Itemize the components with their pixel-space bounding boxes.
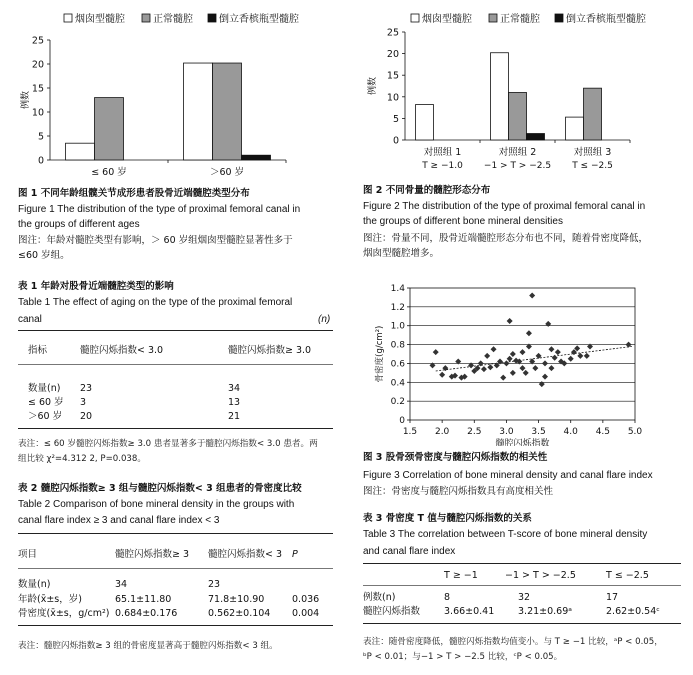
y-tick-label: 5: [37, 131, 44, 143]
table-2-header-3: P: [292, 549, 298, 560]
table-2-cell: 数量(n): [18, 579, 51, 590]
legend-label: 烟囱型髓腔: [75, 14, 125, 25]
x-tick-label: 3.5: [531, 427, 546, 437]
table-2-note: 表注：髓腔闪烁指数≥ 3 组的骨密度显著高于髓腔闪烁指数< 3 组。: [18, 641, 278, 651]
scatter-point: [523, 370, 529, 376]
bar: [566, 117, 584, 140]
table-1-cell: ≤ 60 岁: [28, 397, 64, 408]
x-tick-label: 2.5: [467, 427, 482, 437]
bar: [527, 134, 545, 140]
y-tick-label: 0.4: [390, 378, 405, 389]
table-1-cell: 34: [228, 383, 241, 394]
table-1-title-cn: 表 1 年龄对股骨近端髓腔类型的影响: [18, 281, 174, 292]
x-axis-label: 髓腔闪烁指数: [495, 439, 550, 446]
x-tick-label: 3.0: [499, 427, 514, 437]
y-axis-label: 例数: [368, 76, 378, 96]
figure-1-caption-cn: 图 1 不同年龄组髋关节成形患者股骨近端髓腔类型分布: [18, 188, 250, 199]
table-1-header-1: 髓腔闪烁指数< 3.0: [80, 345, 164, 356]
table-3-title-cn: 表 3 骨密度 T 值与髓腔闪烁指数的关系: [363, 513, 532, 524]
figure-2-caption-cn: 图 2 不同骨量的髓腔形态分布: [363, 185, 491, 196]
scatter-point: [584, 353, 590, 359]
scatter-point: [548, 365, 554, 371]
scatter-point: [481, 366, 487, 372]
figure-3-caption-en: Figure 3 Correlation of bone mineral density and canal flare index: [363, 470, 653, 481]
scatter-point: [529, 293, 535, 299]
figure-1-caption-en: Figure 1 The distribution of the type of proximal femoral canal in: [18, 204, 301, 215]
x-tick-sublabel: T ≤ −2.5: [572, 161, 613, 171]
table-2-cell: 34: [115, 579, 128, 590]
table-2-cell: 71.8±10.90: [208, 594, 265, 605]
legend-label: 正常髓腔: [153, 14, 193, 25]
table-3-cell: 2.62±0.54ᶜ: [606, 606, 660, 617]
scatter-point: [439, 372, 445, 378]
x-tick-label: 4.5: [595, 427, 611, 437]
y-tick-label: 0: [399, 416, 405, 426]
figure-3: [358, 276, 688, 446]
y-tick-label: 15: [31, 83, 44, 95]
y-tick-label: 20: [31, 59, 44, 71]
legend-swatch: [64, 14, 72, 22]
scatter-point: [548, 346, 554, 352]
bar: [491, 53, 509, 140]
table-3-cell: 3.21±0.69ᵃ: [518, 606, 572, 617]
figure-2-note-2: 烟囱型髓腔增多。: [363, 248, 440, 259]
scatter-point: [484, 353, 490, 359]
table-1-cell: ＞60 岁: [28, 411, 63, 422]
table-3-title-en-2: and canal flare index: [363, 546, 456, 557]
y-tick-label: 0.6: [390, 359, 405, 370]
table-1-cell: 20: [80, 411, 93, 422]
y-tick-label: 10: [386, 92, 399, 104]
x-tick-sublabel: −1 > T > −2.5: [483, 161, 552, 171]
legend-swatch: [208, 14, 216, 22]
table-1-cell: 21: [228, 411, 241, 422]
y-tick-label: 10: [31, 107, 44, 119]
figure-1-note: 图注：年龄对髓腔类型有影响，＞ 60 岁组烟囱型髓腔显著性多于: [18, 235, 293, 246]
legend-swatch: [142, 14, 150, 22]
x-tick-label: 对照组 3: [573, 147, 612, 158]
y-tick-label: 0.2: [390, 397, 405, 408]
table-2-title-en: Table 2 Comparison of bone mineral density in the groups with: [18, 499, 295, 510]
y-tick-label: 1.2: [390, 302, 405, 313]
x-tick-label: 对照组 2: [498, 147, 537, 158]
figure-3-note: 图注：骨密度与髓腔闪烁指数具有高度相关性: [363, 486, 554, 497]
scatter-point: [532, 365, 538, 371]
table-3-title-en: Table 3 The correlation between T-score of bone mineral density: [363, 529, 648, 540]
table-2-cell: 骨密度(x̄±s，g/cm²): [18, 608, 110, 619]
bar: [584, 88, 602, 140]
table-2-header-2: 髓腔闪烁指数< 3: [208, 549, 283, 560]
scatter-point: [577, 353, 583, 359]
y-tick-label: 15: [386, 70, 399, 82]
scatter-point: [487, 364, 493, 370]
table-2-cell: 23: [208, 579, 221, 590]
y-tick-label: 25: [31, 35, 44, 47]
bar: [66, 143, 95, 160]
scatter-point: [500, 375, 506, 381]
y-tick-label: 20: [386, 49, 399, 61]
table-3-cell: 32: [518, 592, 531, 603]
scatter-point: [503, 360, 509, 366]
table-2-title-en-2: canal flare index ≥ 3 and canal flare index < 3: [18, 515, 220, 526]
table-3-note-2: ᵇP < 0.01；与−1 > T > −2.5 比较，ᶜP < 0.05。: [363, 652, 563, 662]
table-3-header-2: −1 > T > −2.5: [505, 570, 576, 581]
table-2-cell: 0.562±0.104: [208, 608, 271, 619]
x-tick-label: 5.0: [627, 427, 643, 437]
scatter-point: [507, 318, 513, 324]
table-3-cell: 例数(n): [363, 592, 396, 603]
table-3-cell: 髓腔闪烁指数: [363, 606, 421, 617]
figure-3-caption-cn: 图 3 股骨颈骨密度与髓腔闪烁指数的相关性: [363, 452, 548, 463]
x-tick-label: 对照组 1: [423, 147, 462, 158]
x-tick-sublabel: T ≥ −1.0: [422, 161, 463, 171]
x-tick-label: ＞60 岁: [209, 167, 245, 178]
legend-label: 烟囱型髓腔: [422, 14, 472, 25]
table-1-unit: (n): [318, 314, 331, 325]
table-2-cell: 0.004: [292, 608, 320, 619]
table-1-cell: 3: [80, 397, 87, 408]
figure-2-note: 图注：骨量不同，股骨近端髓腔形态分布也不同，随着骨密度降低，: [363, 233, 649, 244]
table-2-cell: 0.684±0.176: [115, 608, 178, 619]
y-axis-label: 骨密度(g/cm²): [375, 325, 385, 383]
scatter-point: [491, 346, 497, 352]
table-1-title-en-2: canal: [18, 314, 42, 325]
x-tick-label: ≤ 60 岁: [91, 167, 127, 178]
table-1-cell: 13: [228, 397, 241, 408]
legend-swatch: [489, 14, 497, 22]
table-3-header-3: T ≤ −2.5: [606, 570, 649, 581]
y-tick-label: 1.0: [390, 321, 405, 332]
table-3-cell: 8: [444, 592, 451, 603]
table-3-cell: 17: [606, 592, 619, 603]
scatter-point: [520, 365, 526, 371]
figure-2-caption-en-2: the groups of different bone mineral densities: [363, 216, 563, 227]
table-1-note: 表注：≤ 60 岁髓腔闪烁指数≥ 3.0 患者显著多于髓腔闪烁指数< 3.0 患者。两: [18, 439, 318, 449]
figure-1-caption-en-2: the groups of different ages: [18, 219, 140, 230]
scatter-point: [526, 330, 532, 336]
figure-1-chart: [0, 0, 330, 185]
x-tick-label: 1.5: [402, 427, 418, 437]
table-2-header-0: 项目: [18, 549, 38, 560]
table-1-header-2: 髓腔闪烁指数≥ 3.0: [228, 345, 312, 356]
table-1-cell: 23: [80, 383, 93, 394]
table-1-cell: 数量(n): [28, 383, 61, 394]
scatter-point: [510, 370, 516, 376]
figure-1-note-2: ≤60 岁组。: [18, 250, 70, 261]
table-3-cell: 3.66±0.41: [444, 606, 495, 617]
y-tick-label: 1.4: [390, 284, 405, 294]
y-tick-label: 0: [392, 135, 399, 147]
figure-2-caption-en: Figure 2 The distribution of the type of proximal femoral canal in: [363, 201, 646, 212]
y-tick-label: 5: [392, 113, 399, 125]
scatter-point: [552, 355, 558, 361]
legend-label: 正常髓腔: [500, 14, 540, 25]
legend-swatch: [555, 14, 563, 22]
table-1-title-en: Table 1 The effect of aging on the type of the proximal femoral: [18, 297, 293, 308]
scatter-point: [507, 356, 513, 362]
bar: [242, 155, 271, 160]
table-2-title-cn: 表 2 髓腔闪烁指数≥ 3 组与髓腔闪烁指数< 3 组患者的骨密度比较: [18, 483, 302, 494]
table-2-cell: 0.036: [292, 594, 320, 605]
legend-label: 倒立香槟瓶型髓腔: [566, 14, 646, 25]
table-3-note: 表注：随骨密度降低，髓腔闪烁指数均值变小。与 T ≥ −1 比较，ᵃP < 0.05，: [363, 637, 663, 647]
table-2-cell: 65.1±11.80: [115, 594, 172, 605]
figure-1: [0, 0, 330, 185]
table-1-header-0: 指标: [28, 345, 48, 356]
table-3-header-1: T ≥ −1: [444, 570, 478, 581]
legend-swatch: [411, 14, 419, 22]
figure-2-chart: [355, 0, 693, 185]
figure-3-chart: [358, 276, 688, 446]
y-tick-label: 0.8: [390, 340, 405, 351]
figure-2: [355, 0, 693, 185]
bar: [184, 63, 213, 160]
scatter-point: [542, 360, 548, 366]
table-2-cell: 年龄(x̄±s，岁): [18, 594, 82, 605]
bar: [213, 63, 242, 160]
scatter-point: [510, 351, 516, 357]
x-tick-label: 2.0: [434, 427, 450, 437]
bar: [95, 98, 124, 160]
bar: [509, 92, 527, 140]
bar: [416, 105, 434, 140]
scatter-point: [433, 349, 439, 355]
table-2-header-1: 髓腔闪烁指数≥ 3: [115, 549, 190, 560]
scatter-point: [568, 356, 574, 362]
y-axis-label: 例数: [21, 90, 31, 110]
scatter-point: [555, 349, 561, 355]
y-tick-label: 25: [386, 27, 399, 39]
scatter-point: [542, 374, 548, 380]
table-1-note-2: 组比较 χ²=4.312 2, P=0.038。: [18, 454, 146, 464]
legend-label: 倒立香槟瓶型髓腔: [219, 14, 299, 25]
y-tick-label: 0: [37, 155, 44, 167]
scatter-point: [520, 349, 526, 355]
x-tick-label: 4.0: [563, 427, 578, 437]
